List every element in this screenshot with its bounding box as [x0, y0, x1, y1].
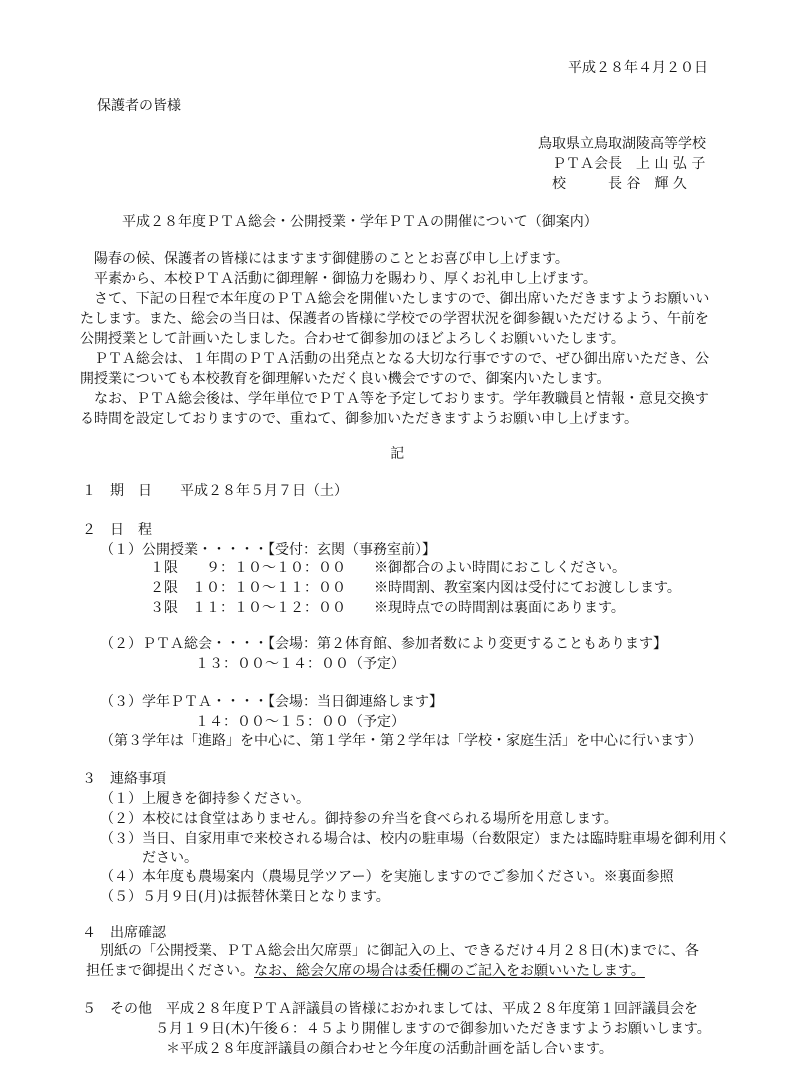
- grade-pta-item: （３）学年ＰＴＡ・・・・【会場：当日御連絡します】: [100, 694, 443, 710]
- attendance-line: 別紙の「公開授業、ＰＴＡ総会出欠席票」に御記入の上、できるだけ４月２８日(木)までに、各: [100, 943, 699, 959]
- attendance-line: [86, 961, 645, 981]
- section-schedule-heading: ２ 日 程: [82, 522, 152, 538]
- body-line: る時間を設定しておりますので、重ねて、御参加いただきますようお願い申し上げます。: [80, 411, 638, 427]
- body-line: 平素から、本校ＰＴＡ活動に御理解・御協力を賜わり、厚くお礼申し上げます。: [94, 271, 597, 287]
- ki-marker: 記: [390, 446, 405, 462]
- document-title: 平成２８年度ＰＴＡ総会・公開授業・学年ＰＴＡの開催について（御案内）: [122, 214, 598, 230]
- body-line: 公開授業として計画いたしました。合わせて御参加のほどよろしくお願いいたします。: [80, 331, 625, 347]
- notice-item: （１）上履きを御持参ください。: [100, 791, 310, 807]
- period-line: ２限 １０：１０～１１：００ ※時間割、教室案内図は受付にてお渡しします。: [150, 580, 681, 596]
- pta-general-time: １３：００～１４：００（予定）: [195, 656, 405, 672]
- body-line: 陽春の候、保護者の皆様にはますます御健勝のこととお喜び申し上げます。: [94, 251, 569, 267]
- body-line: たします。また、総会の当日は、保護者の皆様に学校での学習状況を御参観いただけるよう、午前を: [80, 311, 709, 327]
- section-notices-heading: ３ 連絡事項: [82, 771, 166, 787]
- body-line: 開授業についても本校教育を御理解いただく良い機会ですので、御案内いたします。: [80, 371, 611, 387]
- sender-school: 鳥取県立鳥取湖陵高等学校: [538, 136, 706, 152]
- body-line: ＰＴＡ総会は、１年間のＰＴＡ活動の出発点となる大切な行事ですので、ぜひ御出席いただき、公: [94, 351, 710, 367]
- notice-item: （４）本年度も農場案内（農場見学ツアー）を実施しますのでご参加ください。※裏面参照: [100, 869, 674, 885]
- period-line: ３限 １１：１０～１２：００ ※現時点での時間割は裏面にあります。: [150, 600, 625, 616]
- addressee: 保護者の皆様: [97, 98, 181, 114]
- section-attendance-heading: ４ 出席確認: [82, 925, 166, 941]
- document-date: 平成２８年４月２０日: [568, 60, 708, 76]
- notice-item: （２）本校には食堂はありません。御持参の弁当を食べられる場所を用意します。: [100, 811, 618, 827]
- body-line: なお、ＰＴＡ総会後は、学年単位でＰＴＡ等を予定しております。学年教職員と情報・意見交換す: [94, 391, 709, 407]
- pta-general-item: （２）ＰＴＡ総会・・・・【会場：第２体育館、参加者数により変更することもあります】: [100, 636, 667, 652]
- notice-item: ださい。: [142, 850, 198, 866]
- grade-pta-note: （第３学年は「進路」を中心に、第１学年・第２学年は「学校・家庭生活」を中心に行います）: [100, 733, 702, 749]
- notice-item: （３）当日、自家用車で来校される場合は、校内の駐車場（台数限定）または臨時駐車場を御利用く: [100, 831, 730, 847]
- attendance-proxy-note: なお、総会欠席の場合は委任欄のご記入をお願いいたします。: [254, 963, 645, 979]
- open-class-item: （１）公開授業・・・・・【受付：玄関（事務室前）】: [100, 542, 436, 558]
- period-line: １限 ９：１０～１０：００ ※御都合のよい時間におこしください。: [150, 560, 626, 576]
- other-line: ５ その他 平成２８年度ＰＴＡ評議員の皆様におかれましては、平成２８年度第１回評議員会を: [82, 1001, 698, 1017]
- sender-pta-president: ＰＴＡ会長 上 山 弘 子: [552, 156, 706, 172]
- attendance-submit-text: 担任まで御提出ください。: [86, 963, 254, 979]
- notice-item: （５）５月９日(月)は振替休業日となります。: [100, 889, 390, 905]
- other-line: ５月１９日(木)午後６：４５より開催しますので御参加いただきますようお願いします。: [155, 1021, 711, 1037]
- sender-principal: 校 長 谷 輝 久: [552, 176, 687, 192]
- other-line: ＊平成２８年度評議員の顔合わせと今年度の活動計画を話し合います。: [166, 1041, 613, 1057]
- section-date: １ 期 日 平成２８年５月７日（土）: [82, 483, 348, 499]
- grade-pta-time: １４：００～１５：００（予定）: [195, 714, 405, 730]
- body-line: さて、下記の日程で本年度のＰＴＡ総会を開催いたしますので、御出席いただきますようお願いい: [94, 291, 710, 307]
